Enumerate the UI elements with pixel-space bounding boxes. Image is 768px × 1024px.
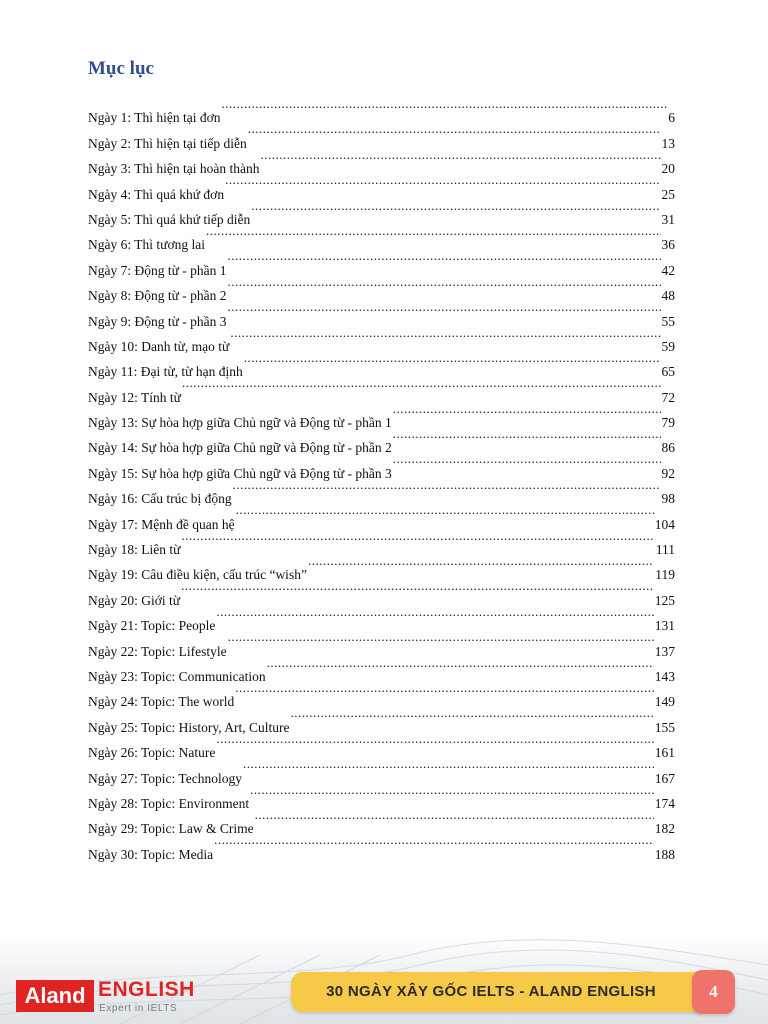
toc-entry-label: Ngày 24: Topic: The world [88, 694, 235, 710]
toc-entry-label: Ngày 30: Topic: Media [88, 846, 214, 862]
toc-entry-label: Ngày 29: Topic: Law & Crime [88, 821, 254, 837]
toc-entry-page: 42 [661, 262, 675, 278]
toc-dot-leader [206, 224, 661, 249]
toc-dot-leader [214, 833, 654, 858]
toc-entry-label: Ngày 13: Sự hòa hợp giữa Chủ ngữ và Động từ - phần 1 [88, 415, 392, 431]
toc-dot-leader [181, 579, 654, 604]
page-number: 4 [692, 970, 735, 1014]
toc-entry-page: 149 [654, 694, 675, 710]
toc-entry-page: 188 [654, 846, 675, 862]
toc-entry-page: 182 [654, 821, 675, 837]
toc-entry-page: 55 [661, 313, 675, 329]
toc-entry-page: 86 [661, 440, 675, 456]
logo-tagline: Expert in IELTS [99, 1003, 178, 1014]
toc-entry-page: 25 [661, 186, 675, 202]
toc-dot-leader [225, 173, 660, 198]
toc-entry-page: 167 [654, 770, 675, 786]
toc-entry-label: Ngày 19: Câu điều kiện, cấu trúc “wish” [88, 567, 307, 583]
toc-entry-label: Ngày 6: Thì tương lai [88, 237, 205, 253]
toc-entry-page: 6 [668, 110, 675, 126]
table-of-contents [88, 97, 675, 862]
toc-dot-leader [255, 808, 654, 833]
toc-dot-leader [243, 757, 654, 782]
toc-dot-leader [228, 630, 654, 655]
toc-entry-label: Ngày 4: Thì quá khứ đơn [88, 186, 225, 202]
toc-entry-label: Ngày 26: Topic: Nature [88, 745, 216, 761]
toc-entry-label: Ngày 28: Topic: Environment [88, 795, 250, 811]
toc-entry-label: Ngày 3: Thì hiện tại hoàn thành [88, 161, 260, 177]
toc-dot-leader [393, 402, 661, 427]
toc-entry-label: Ngày 1: Thì hiện tại đơn [88, 110, 221, 126]
toc-dot-leader [244, 351, 661, 376]
logo-english: ENGLISH [98, 978, 195, 1001]
toc-entry-page: 59 [661, 338, 675, 354]
toc-entry-label: Ngày 25: Topic: History, Art, Culture [88, 719, 290, 735]
toc-dot-leader [216, 605, 653, 630]
toc-entry-page: 155 [654, 719, 675, 735]
toc-entry[interactable] [88, 97, 675, 126]
toc-dot-leader [393, 427, 661, 452]
toc-entry-label: Ngày 14: Sự hòa hợp giữa Chủ ngữ và Động từ - phần 2 [88, 440, 392, 456]
toc-entry-page: 72 [661, 389, 675, 405]
toc-dot-leader [236, 503, 654, 528]
toc-dot-leader [233, 478, 661, 503]
toc-dot-leader [222, 97, 668, 122]
toc-entry-page: 137 [654, 643, 675, 659]
toc-entry-page: 31 [661, 211, 675, 227]
toc-dot-leader [228, 300, 661, 325]
toc-entry-label: Ngày 15: Sự hòa hợp giữa Chủ ngữ và Động từ - phần 3 [88, 465, 392, 481]
toc-entry-label: Ngày 18: Liên từ [88, 542, 181, 558]
toc-dot-leader [251, 199, 660, 224]
toc-entry-page: 79 [661, 415, 675, 431]
toc-entry-label: Ngày 22: Topic: Lifestyle [88, 643, 227, 659]
toc-dot-leader [291, 706, 654, 731]
toc-dot-leader [228, 275, 661, 300]
toc-dot-leader [181, 529, 654, 554]
toc-dot-leader [182, 376, 661, 401]
toc-entry-page: 13 [661, 135, 675, 151]
toc-entry-page: 48 [661, 288, 675, 304]
toc-dot-leader [260, 148, 660, 173]
toc-dot-leader [250, 783, 654, 808]
toc-entry-label: Ngày 16: Cấu trúc bị động [88, 491, 232, 507]
toc-dot-leader [248, 122, 661, 147]
toc-entry-page: 36 [661, 237, 675, 253]
toc-entry-label: Ngày 5: Thì quá khứ tiếp diễn [88, 211, 251, 227]
toc-dot-leader [267, 656, 654, 681]
toc-dot-leader [235, 681, 653, 706]
toc-entry-page: 92 [661, 465, 675, 481]
toc-dot-leader [393, 452, 661, 477]
toc-dot-leader [216, 732, 653, 757]
toc-dot-leader [308, 554, 654, 579]
toc-entry-label: Ngày 23: Topic: Communication [88, 668, 266, 684]
toc-entry-page: 143 [654, 668, 675, 684]
toc-entry-page: 104 [654, 516, 675, 532]
toc-entry-label: Ngày 2: Thì hiện tại tiếp diễn [88, 135, 247, 151]
page-title: Mục lục [88, 58, 154, 79]
toc-entry-label: Ngày 17: Mệnh đề quan hệ [88, 516, 235, 532]
footer-banner-text: 30 NGÀY XÂY GỐC IELTS - ALAND ENGLISH [326, 983, 656, 1000]
toc-entry-label: Ngày 12: Tính từ [88, 389, 181, 405]
toc-entry-page: 119 [655, 567, 675, 583]
toc-entry-label: Ngày 27: Topic: Technology [88, 770, 242, 786]
logo-aland: Aland [16, 980, 94, 1012]
toc-entry-page: 161 [654, 745, 675, 761]
toc-entry-label: Ngày 20: Giới từ [88, 592, 181, 608]
toc-entry-page: 111 [655, 542, 675, 558]
toc-entry-label: Ngày 11: Đại từ, từ hạn định [88, 364, 243, 380]
toc-entry-label: Ngày 8: Động từ - phần 2 [88, 288, 227, 304]
toc-entry-page: 131 [654, 618, 675, 634]
toc-entry-label: Ngày 10: Danh từ, mạo từ [88, 338, 230, 354]
toc-entry-page: 20 [661, 161, 675, 177]
toc-entry-label: Ngày 7: Động từ - phần 1 [88, 262, 227, 278]
toc-entry-page: 65 [661, 364, 675, 380]
toc-dot-leader [228, 249, 661, 274]
toc-entry-label: Ngày 21: Topic: People [88, 618, 216, 634]
toc-entry-label: Ngày 9: Động từ - phần 3 [88, 313, 227, 329]
toc-entry-page: 125 [654, 592, 675, 608]
toc-dot-leader [230, 326, 660, 351]
toc-entry-page: 98 [661, 491, 675, 507]
toc-entry-page: 174 [654, 795, 675, 811]
